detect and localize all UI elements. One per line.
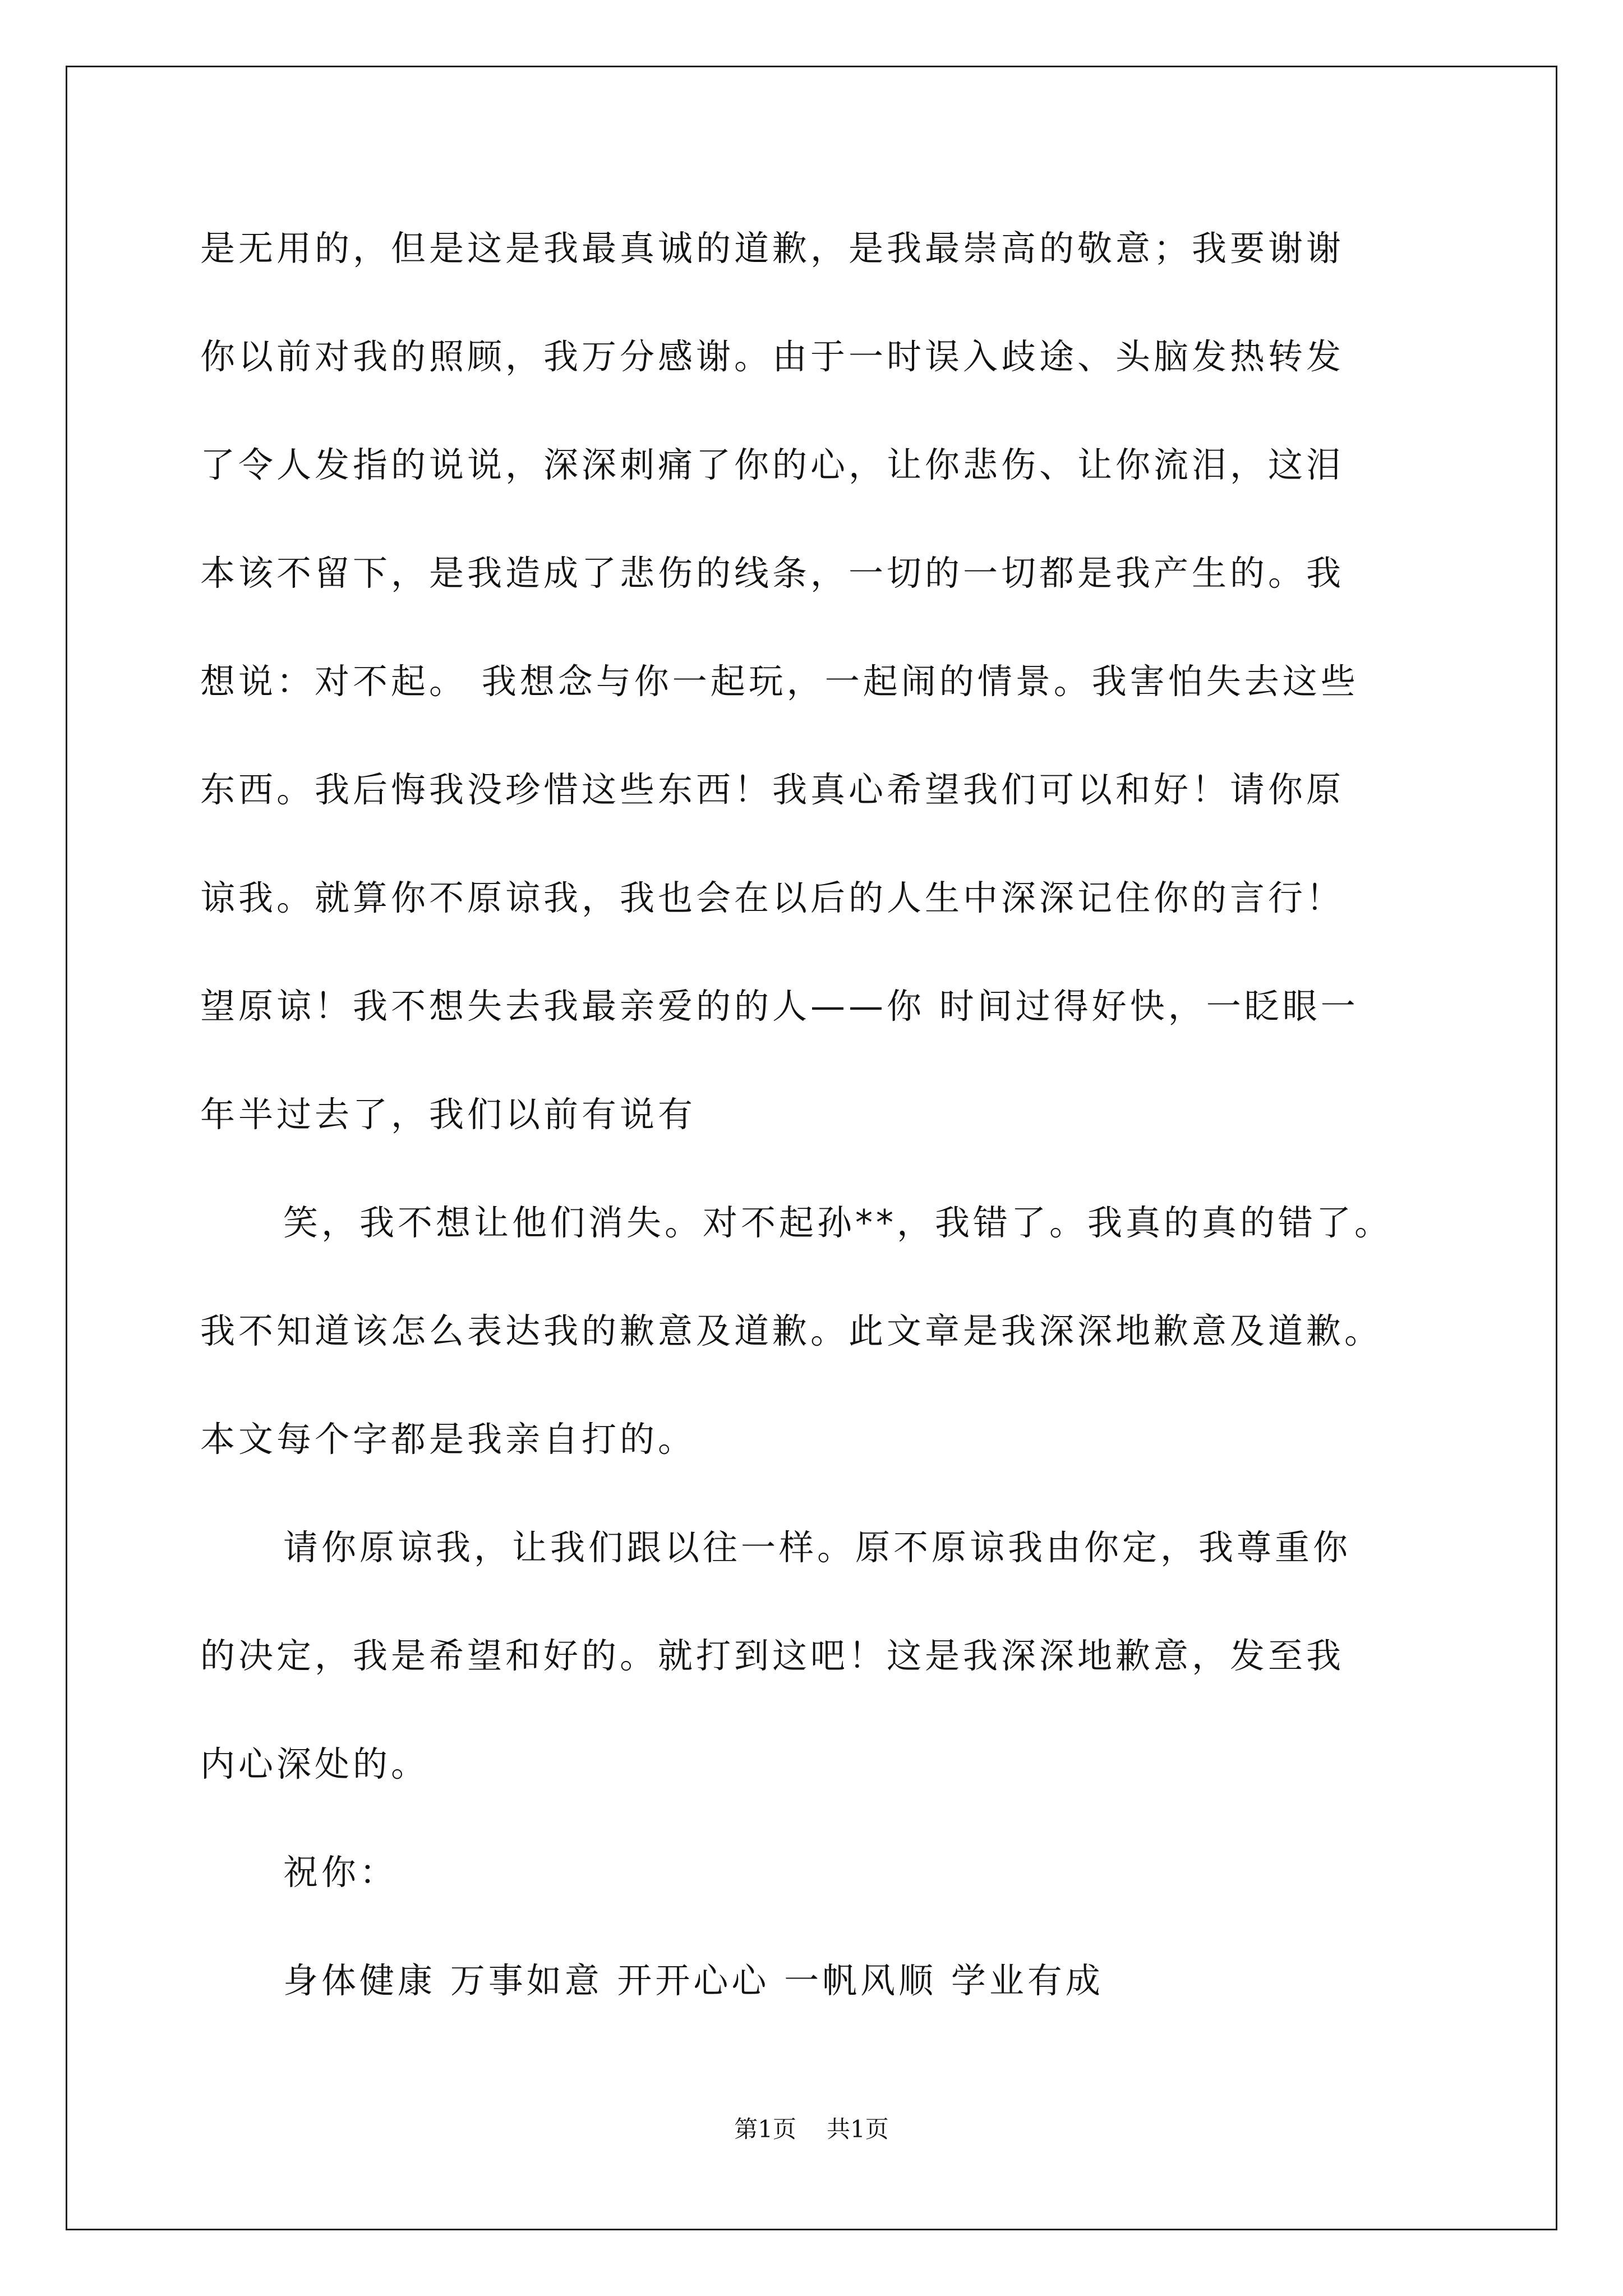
- closing-greeting: 祝你：: [283, 1852, 398, 1893]
- page-frame: [66, 66, 1557, 2230]
- body-line-6: 东西。我后悔我没珍惜这些东西！我真心希望我们可以和好！请你原: [200, 769, 1345, 810]
- paragraph-3-line-1: 请你原谅我，让我们跟以往一样。原不原谅我由你定，我尊重你: [283, 1527, 1352, 1568]
- paragraph-2-line-3: 本文每个字都是我亲自打的。: [200, 1419, 697, 1460]
- body-line-7: 谅我。就算你不原谅我，我也会在以后的人生中深深记住你的言行！: [200, 877, 1345, 918]
- body-line-8: 望原谅！我不想失去我最亲爱的的人——你 时间过得好快，一眨眼一: [200, 986, 1359, 1027]
- body-line-5: 想说：对不起。 我想念与你一起玩，一起闹的情景。我害怕失去这些: [200, 661, 1359, 702]
- body-line-9: 年半过去了，我们以前有说有: [200, 1094, 697, 1135]
- body-line-3: 了令人发指的说说，深深刺痛了你的心，让你悲伤、让你流泪，这泪: [200, 444, 1345, 485]
- body-line-2: 你以前对我的照顾，我万分感谢。由于一时误入歧途、头脑发热转发: [200, 336, 1345, 377]
- page-number-current: 第1页: [734, 2115, 796, 2143]
- body-line-1: 是无用的，但是这是我最真诚的道歉，是我最崇高的敬意；我要谢谢: [200, 228, 1345, 269]
- body-line-4: 本该不留下，是我造成了悲伤的线条，一切的一切都是我产生的。我: [200, 553, 1345, 593]
- paragraph-2-line-1: 笑，我不想让他们消失。对不起孙**，我错了。我真的真的错了。: [283, 1202, 1393, 1243]
- closing-wishes: 身体健康 万事如意 开开心心 一帆风顺 学业有成: [283, 1960, 1104, 2001]
- page-footer: [0, 2114, 1623, 2145]
- paragraph-2-line-2: 我不知道该怎么表达我的歉意及道歉。此文章是我深深地歉意及道歉。: [200, 1310, 1383, 1351]
- paragraph-3-line-3: 内心深处的。: [200, 1743, 430, 1784]
- paragraph-3-line-2: 的决定，我是希望和好的。就打到这吧！这是我深深地歉意，发至我: [200, 1635, 1345, 1676]
- page-number-total: 共1页: [827, 2115, 889, 2143]
